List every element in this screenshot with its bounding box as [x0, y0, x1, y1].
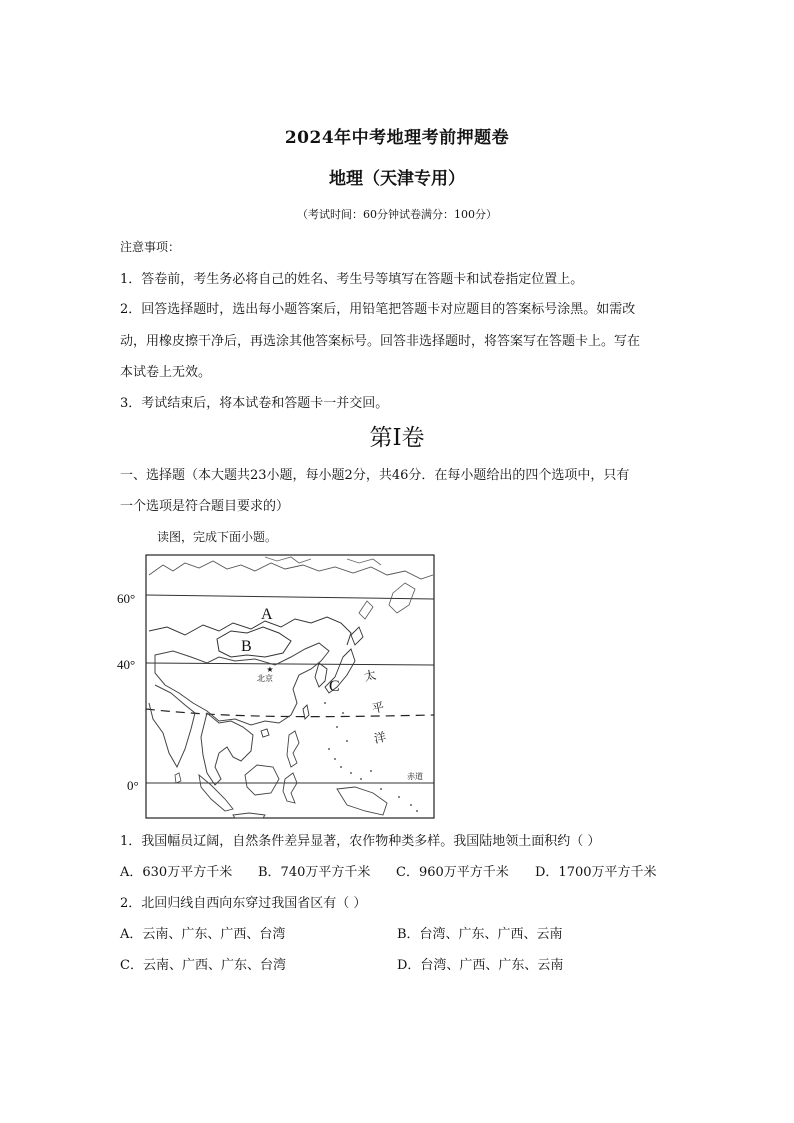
notice-item-2-line-1: 2．回答选择题时，选出每小题答案后，用铅笔把答题卡对应题目的答案标号涂黑。如需改: [120, 302, 636, 317]
question-2-stem: 2．北回归线自西向东穿过我国省区有（ ）: [120, 896, 367, 911]
beijing-label: 北京: [257, 674, 273, 683]
ocean-label-char-3: 洋: [372, 729, 388, 746]
beijing-star-icon: ★: [266, 665, 274, 674]
lat-label-40: 40°: [117, 657, 136, 672]
section-instructions-line-2: 一个选项是符合题目要求的）: [120, 499, 290, 514]
map-frame: [146, 555, 434, 818]
lat-label-60: 60°: [117, 591, 136, 606]
exam-title: 2024年中考地理考前押题卷: [284, 128, 510, 148]
lat-label-0: 0°: [127, 778, 139, 793]
region-label-a: A: [261, 606, 273, 623]
notice-item-2-line-3: 本试卷上无效。: [120, 365, 212, 380]
notice-item-2-line-2: 动，用橡皮擦干净后，再选涂其他答案标号。回答非选择题时，将答案写在答题卡上。写在: [120, 334, 641, 349]
question-2-option-b[interactable]: B．台湾、广东、广西、云南: [397, 927, 563, 942]
notice-item-1: 1．答卷前，考生务必将自己的姓名、考生号等填写在答题卡和试卷指定位置上。: [120, 272, 584, 287]
region-label-b: B: [241, 638, 252, 655]
question-1-option-b[interactable]: B．740万平方千米: [258, 865, 371, 880]
map-svg: [115, 553, 445, 821]
east-asia-map: [115, 553, 445, 821]
question-1-stem: 1．我国幅员辽阔，自然条件差异显著，农作物种类多样。我国陆地领土面积约（ ）: [120, 834, 601, 849]
question-1-option-c[interactable]: C．960万平方千米: [396, 865, 509, 880]
section-instructions-line-1: 一、选择题（本大题共23小题，每小题2分，共46分．在每小题给出的四个选项中，只有: [120, 468, 630, 483]
equator-label: 赤道: [407, 772, 423, 781]
ocean-label-char-2: 平: [370, 699, 386, 716]
question-1-option-a[interactable]: A．630万平方千米: [120, 865, 233, 880]
exam-subtitle: 地理（天津专用）: [329, 169, 465, 189]
question-2-option-d[interactable]: D．台湾、广西、广东、云南: [397, 958, 564, 973]
question-1-option-d[interactable]: D．1700万平方千米: [535, 865, 657, 880]
map-prompt: 读图，完成下面小题。: [157, 530, 278, 544]
region-label-c: C: [329, 678, 340, 695]
ocean-label-char-1: 太: [362, 667, 378, 684]
notice-item-3: 3．考试结束后，将本试卷和答题卡一并交回。: [120, 396, 389, 411]
question-2-option-a[interactable]: A．云南、广东、广西、台湾: [120, 927, 286, 942]
section-title: 第Ⅰ卷: [369, 425, 425, 451]
notice-heading: 注意事项：: [120, 240, 181, 254]
exam-time-score: （考试时间：60分钟试卷满分：100分）: [297, 208, 497, 221]
question-2-option-c[interactable]: C．云南、广西、广东、台湾: [120, 958, 286, 973]
